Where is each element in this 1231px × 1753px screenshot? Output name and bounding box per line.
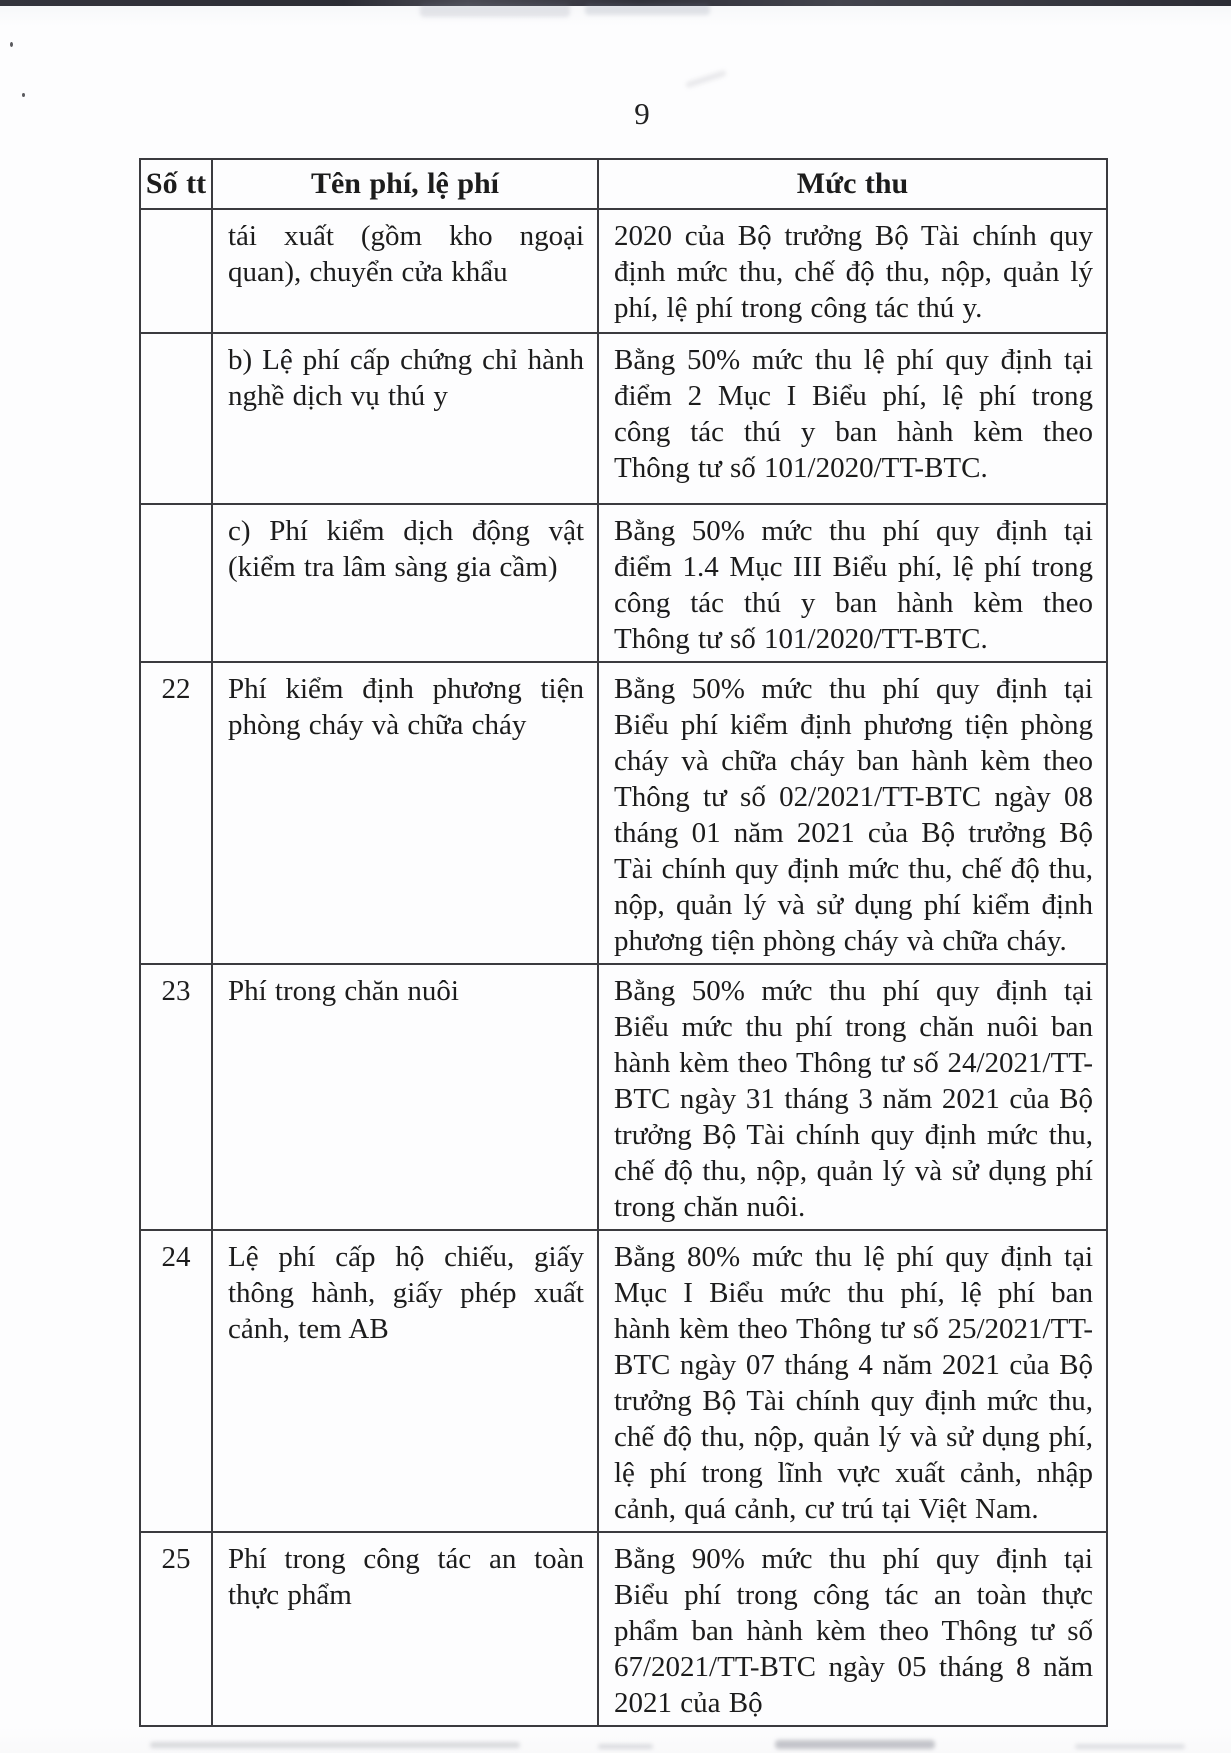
table-row (140, 964, 1107, 1230)
scan-speck (22, 93, 25, 97)
fee-rate-cell: Bằng 50% mức thu phí quy định tại điểm 1.4 Mục III Biểu phí, lệ phí trong công tác thú y ban hành kèm theo Thông tư số 101/2020/TT-BTC. (598, 504, 1107, 662)
table-row (140, 209, 1107, 333)
fee-name-cell: tái xuất (gồm kho ngoại quan), chuyển cửa khẩu (212, 209, 598, 333)
stt-cell: 24 (140, 1230, 212, 1532)
stt-cell: 25 (140, 1532, 212, 1726)
fee-rate-cell: 2020 của Bộ trưởng Bộ Tài chính quy định mức thu, chế độ thu, nộp, quản lý phí, lệ phí trong công tác thú y. (598, 209, 1107, 333)
stt-cell (140, 504, 212, 662)
scan-smudge (585, 4, 710, 15)
fee-name-cell: Phí kiểm định phương tiện phòng cháy và chữa cháy (212, 662, 598, 964)
header-fee-name: Tên phí, lệ phí (212, 159, 598, 209)
header-fee-rate: Mức thu (598, 159, 1107, 209)
scan-smudge (150, 1742, 520, 1748)
scan-smudge (598, 1744, 653, 1749)
table-row (140, 1230, 1107, 1532)
fee-name-cell: Phí trong chăn nuôi (212, 964, 598, 1230)
fee-name-cell: c) Phí kiểm dịch động vật (kiểm tra lâm sàng gia cầm) (212, 504, 598, 662)
stt-cell: 22 (140, 662, 212, 964)
header-stt: Số tt (140, 159, 212, 209)
fee-rate-cell: Bằng 50% mức thu phí quy định tại Biểu mức thu phí trong chăn nuôi ban hành kèm theo Thông tư số 24/2021/TT-BTC ngày 31 tháng 3 năm 2021 của Bộ trưởng Bộ Tài chính quy định mức thu, chế độ thu, nộp, quản lý và sử dụng phí trong chăn nuôi. (598, 964, 1107, 1230)
scan-smudge (1075, 1744, 1185, 1749)
fee-rate-cell: Bằng 90% mức thu phí quy định tại Biểu phí trong công tác an toàn thực phẩm ban hành kèm theo Thông tư số 67/2021/TT-BTC ngày 05 tháng 8 năm 2021 của Bộ (598, 1532, 1107, 1726)
scan-smudge (685, 70, 727, 89)
fee-name-cell: Phí trong công tác an toàn thực phẩm (212, 1532, 598, 1726)
fee-table (139, 158, 1108, 1727)
table-row (140, 1532, 1107, 1726)
fee-name-cell: b) Lệ phí cấp chứng chỉ hành nghề dịch vụ thú y (212, 333, 598, 504)
table-header-row (140, 159, 1107, 209)
stt-cell (140, 333, 212, 504)
stt-cell (140, 209, 212, 333)
fee-name-cell: Lệ phí cấp hộ chiếu, giấy thông hành, giấy phép xuất cảnh, tem AB (212, 1230, 598, 1532)
fee-rate-cell: Bằng 50% mức thu lệ phí quy định tại điểm 2 Mục I Biểu phí, lệ phí trong công tác thú y ban hành kèm theo Thông tư số 101/2020/TT-BTC. (598, 333, 1107, 504)
page-number: 9 (634, 96, 650, 131)
table-row (140, 333, 1107, 504)
scan-smudge (775, 1740, 935, 1749)
scan-speck (10, 42, 13, 47)
table-row (140, 662, 1107, 964)
fee-rate-cell: Bằng 50% mức thu phí quy định tại Biểu phí kiểm định phương tiện phòng cháy và chữa cháy ban hành kèm theo Thông tư số 02/2021/TT-BTC ngày 08 tháng 01 năm 2021 của Bộ trưởng Bộ Tài chính quy định mức thu, chế độ thu, nộp, quản lý và sử dụng phí kiểm định phương tiện phòng cháy và chữa cháy. (598, 662, 1107, 964)
fee-rate-cell: Bằng 80% mức thu lệ phí quy định tại Mục I Biểu mức thu phí, lệ phí ban hành kèm theo Thông tư số 25/2021/TT-BTC ngày 07 tháng 4 năm 2021 của Bộ trưởng Bộ Tài chính quy định mức thu, chế độ thu, nộp, quản lý và sử dụng phí, lệ phí trong lĩnh vực xuất cảnh, nhập cảnh, quá cảnh, cư trú tại Việt Nam. (598, 1230, 1107, 1532)
scan-smudge (420, 4, 570, 17)
table-row (140, 504, 1107, 662)
stt-cell: 23 (140, 964, 212, 1230)
